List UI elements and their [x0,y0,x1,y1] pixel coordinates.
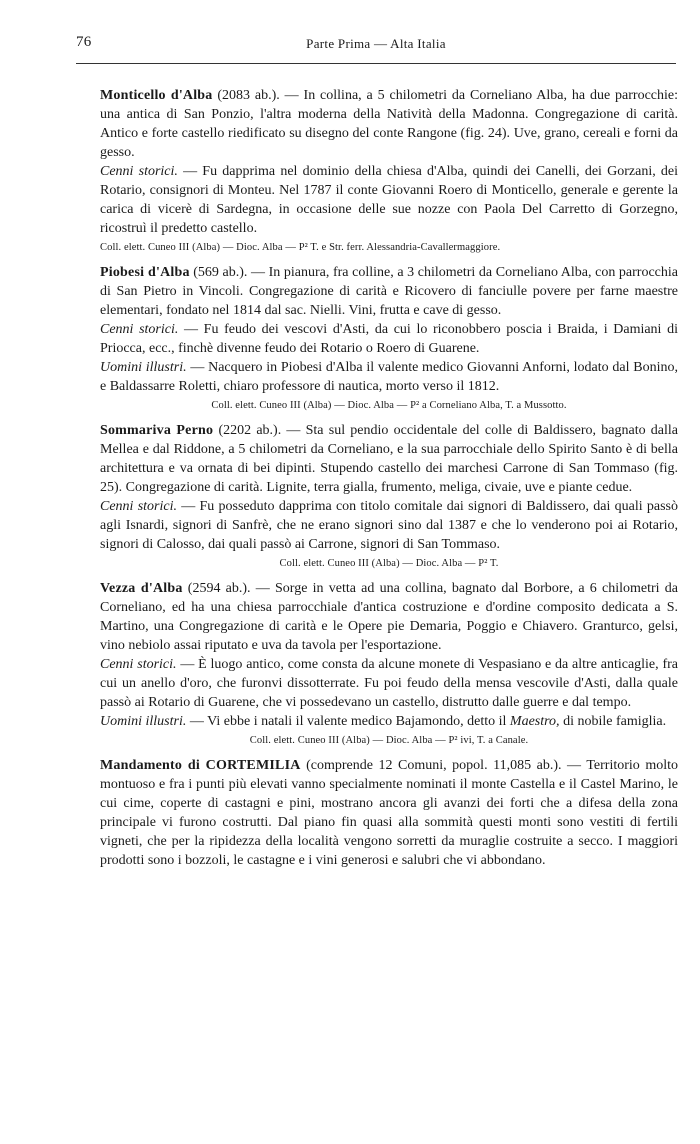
entry-text: (2594 ab.). — Sorge in vetta ad una collina, bagnato dal Borbore, a 6 chilometri da Corneliano, ed ha una chiesa parrocchiale d'antica costruzione e d'ordine composito dedicata a S. Martino, una Congregazione di carità e le Opere pie Demaria, Poggio e Chiavero. Granturco, gelsi, vino nebiolo assai riputato e uva da tavola per l'esportazione. [100,581,678,653]
uomini-text-post: di nobile famiglia. [563,714,667,729]
entry-name: Vezza d'Alba [100,581,183,596]
entry-name: Mandamento di CORTEMILIA [100,758,301,773]
entry-paragraph [100,421,678,497]
running-head [76,34,676,54]
entry-name: Monticello d'Alba [100,88,213,103]
cenni-label: Cenni storici. [100,164,178,179]
cenni-paragraph [100,320,678,358]
cenni-paragraph [100,162,678,238]
entry-sommariva [100,421,678,571]
entry-cortemilia [100,756,678,870]
entry-info: Coll. elett. Cuneo III (Alba) — Dioc. Alba — P² T. e Str. ferr. Alessandria-Cavallermaggiore. [100,242,501,253]
entry-vezza [100,579,678,748]
cenni-text: — Fu feudo dei vescovi d'Asti, da cui lo riconobbero poscia i Braida, i Damiani di Priocca, ecc., finchè divenne feudo dei Rotario o Roero di Guarene. [100,322,678,356]
entry-text: (2202 ab.). — Sta sul pendio occidentale del colle di Baldissero, bagnato dalla Mellea e dal Riddone, a 5 chilometri da Corneliano, e la sua parrocchiale dello Spirito Santo è di bella architettura e va ornata di bei dipinti. Stupendo castello dei marchesi Carrone di San Tommaso (fig. 25). Congregazione di carità. Lignite, terra gialla, frumento, meliga, civaie, uve e piante cedue. [100,423,679,495]
entry-name: Piobesi d'Alba [100,265,190,280]
cenni-label: Cenni storici. [100,322,179,337]
entry-name: Sommariva Perno [100,423,214,438]
entry-monticello [100,86,678,255]
uomini-paragraph [100,358,678,396]
header-rule [76,63,676,64]
uomini-label: Uomini illustri. [100,714,187,729]
entry-piobesi [100,263,678,413]
cenni-paragraph [100,497,678,554]
entry-info: Coll. elett. Cuneo III (Alba) — Dioc. Alba — P² T. [279,558,499,569]
cenni-paragraph [100,655,678,712]
uomini-italic: Maestro, [509,714,560,729]
entry-text: (569 ab.). — In pianura, fra colline, a 3 chilometri da Corneliano Alba, con parrocchia di San Pietro in Vincoli. Congregazione di carità e Ricovero di fanciulle povere per farne maestre elementari, fondato nel 1814 dal sac. Nielli. Vini, frutta e cave di gesso. [100,265,678,318]
entry-paragraph [100,86,678,162]
page-number: 76 [76,34,92,50]
entry-paragraph [100,579,678,655]
cenni-text: — È luogo antico, come consta da alcune monete di Vespasiano e da altre anticaglie, fra cui un anello d'oro, che furonvi dissotterrate. Fu poi feudo della mensa vescovile d'Asti, dalla quale passò ai Rotario di Guarene, che vi possedevano un castello, distrutto dalle guerre e dal tempo. [100,657,678,710]
cenni-text: — Fu dapprima nel dominio della chiesa d'Alba, quindi dei Canelli, dei Gorzani, dei Rotario, consignori di Monteu. Nel 1787 il conte Giovanni Roero di Monticello, generale e gerente la carica di vicerè di Sardegna, in occasione delle sue nozze con Paola Del Carretto di Gorzegno, ricostruì il predetto castello. [100,164,678,236]
uomini-text: — Nacquero in Piobesi d'Alba il valente medico Giovanni Anforni, lodato dal Bonino, e Baldassarre Roletti, chiaro professore di nautica, morto verso il 1812. [100,360,678,394]
running-title: Parte Prima — Alta Italia [306,36,446,51]
uomini-paragraph [100,712,678,731]
uomini-label: Uomini illustri. [100,360,187,375]
entry-text: (comprende 12 Comuni, popol. 11,085 ab.). — Territorio molto montuoso e fra i punti più elevati vanno specialmente nominati il monte Castella e il Castel Marino, le cui cime, coperte di castagni e pini, mostrano ancora gli avanzi dei forti che a difesa della zona principale vi furono costrutti. Dal piano fin quasi alla sommità questi monti sono vestiti di fertili vigneti, che per la ripidezza della località vengono sorretti da muraglie costruite a secco. I maggiori prodotti sono i bozzoli, le castagne e i vini generosi e salubri che vi abbondano. [100,758,678,868]
cenni-text: — Fu posseduto dapprima con titolo comitale dai signori di Baldissero, dai quali passò agli Isnardi, signori di Sanfrè, che ne erano signori sino dal 1387 e che lo venderono poi ai Rotario, signori di Calosso, dai quali passò ai Carrone, signori di San Tommaso. [100,499,678,552]
entry-text: (2083 ab.). — In collina, a 5 chilometri da Corneliano Alba, ha due parrocchie: una antica di San Ponzio, l'altra moderna della Natività della Madonna. Congregazione di carità. Antico e forte castello riedificato su disegno del conte Rangone (fig. 24). Uve, grano, cereali e forni da gesso. [100,88,678,160]
entry-paragraph [100,263,678,320]
entry-info: Coll. elett. Cuneo III (Alba) — Dioc. Alba — P² a Corneliano Alba, T. a Mussotto. [211,400,567,411]
page-body [100,86,678,878]
entry-paragraph [100,756,678,870]
cenni-label: Cenni storici. [100,657,177,672]
entry-info: Coll. elett. Cuneo III (Alba) — Dioc. Alba — P² ivi, T. a Canale. [249,735,529,746]
cenni-label: Cenni storici. [100,499,177,514]
uomini-text-pre: — Vi ebbe i natali il valente medico Bajamondo, detto il [189,714,507,729]
